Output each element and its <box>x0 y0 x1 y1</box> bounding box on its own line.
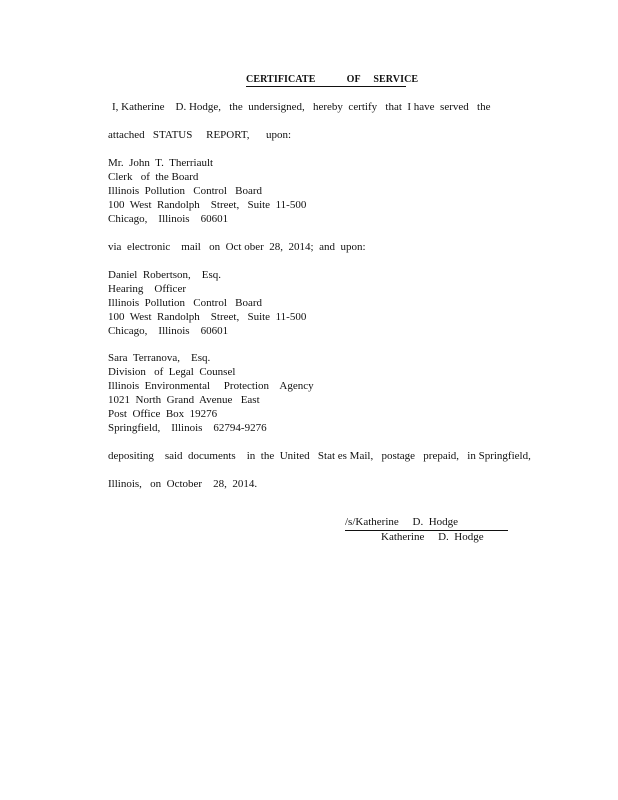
delivery-method-line: via electronic mail on Oct ober 28, 2014; and upon: <box>108 241 366 253</box>
address-line: Illinois Pollution Control Board <box>108 185 263 197</box>
address-line: Illinois Environmental Protection Agency <box>108 380 314 392</box>
recipient-clerk-address <box>108 156 306 226</box>
intro-line-2: attached STATUS REPORT, upon: <box>108 129 292 141</box>
recipient-legal-counsel-address <box>108 351 314 435</box>
address-line: Post Office Box 19276 <box>108 408 218 420</box>
address-line: 100 West Randolph Street, Suite 11-500 <box>108 311 307 323</box>
address-line: Daniel Robertson, Esq. <box>108 269 222 281</box>
signature-name: Katherine D. Hodge <box>381 531 484 543</box>
deposit-line-1: depositing said documents in the United Stat es Mail, postage prepaid, in Springfield, <box>108 450 531 462</box>
address-line: 100 West Randolph Street, Suite 11-500 <box>108 199 307 211</box>
address-line: Clerk of the Board <box>108 171 199 183</box>
address-line: Chicago, Illinois 60601 <box>108 213 229 225</box>
signature-line: /s/Katherine D. Hodge <box>345 516 508 531</box>
address-line: Division of Legal Counsel <box>108 366 236 378</box>
deposit-line-2: Illinois, on October 28, 2014. <box>108 478 258 490</box>
address-line: Illinois Pollution Control Board <box>108 297 263 309</box>
recipient-hearing-officer-address <box>108 268 306 338</box>
intro-line-1: I, Katherine D. Hodge, the undersigned, hereby certify that I have served the <box>112 101 491 113</box>
address-line: Springfield, Illinois 62794-9276 <box>108 422 267 434</box>
document-title: CERTIFICATE OF SERVICE <box>246 74 419 85</box>
address-line: Chicago, Illinois 60601 <box>108 325 229 337</box>
address-line: 1021 North Grand Avenue East <box>108 394 260 406</box>
address-line: Sara Terranova, Esq. <box>108 352 211 364</box>
address-line: Hearing Officer <box>108 283 186 295</box>
address-line: Mr. John T. Therriault <box>108 157 214 169</box>
